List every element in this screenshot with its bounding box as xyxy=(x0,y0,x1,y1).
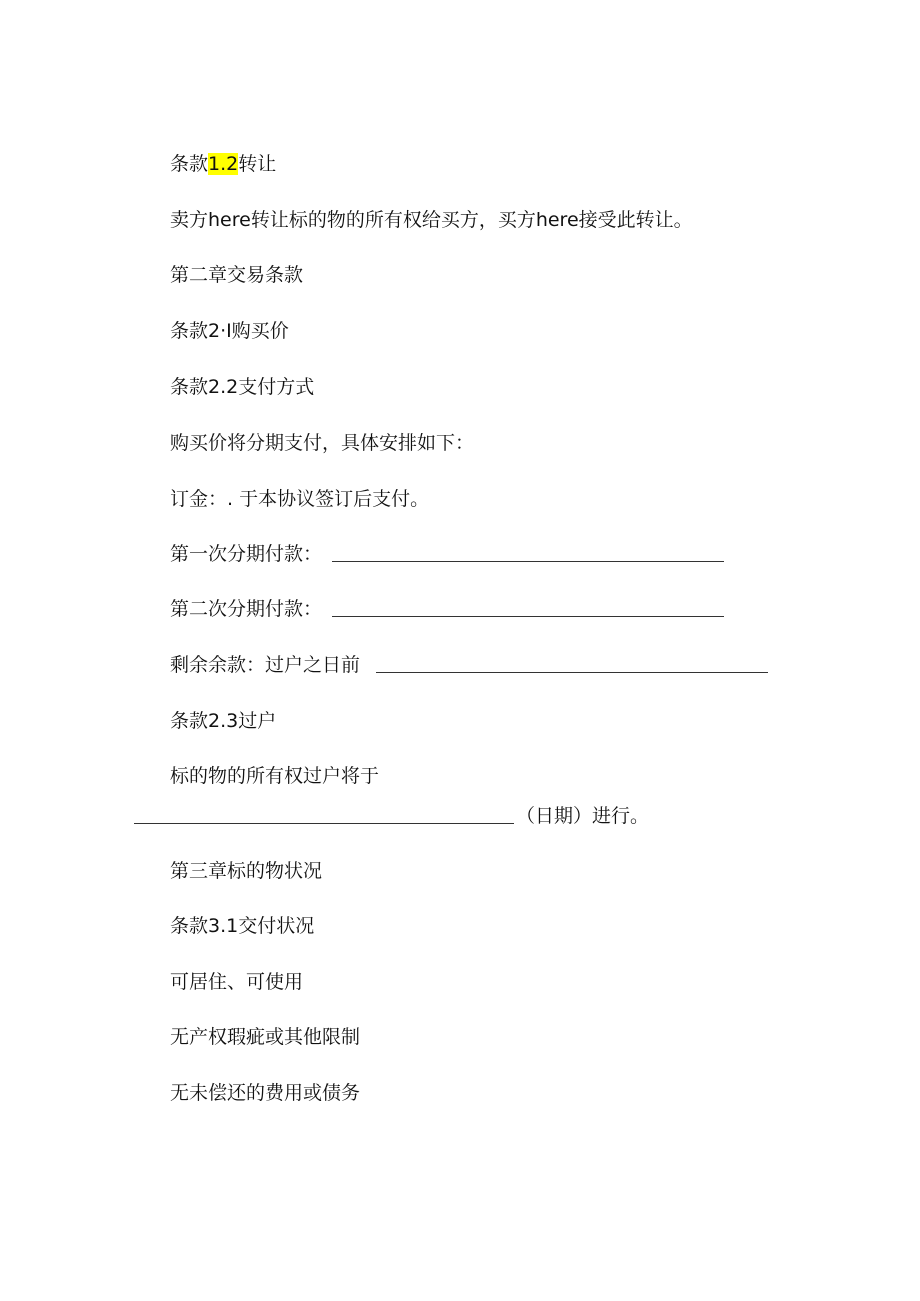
clause-2-3-heading: 条款2.3过户 xyxy=(170,710,277,732)
chapter-3-title: 第三章标的物状况 xyxy=(170,860,323,882)
clause-2-1-heading: 条款2·I购买价 xyxy=(170,320,289,342)
clause-prefix: 条款 xyxy=(170,153,209,175)
condition-item: 无未偿还的费用或债务 xyxy=(170,1082,361,1104)
installment-intro: 购买价将分期支付，具体安排如下： xyxy=(170,432,475,454)
chapter-2-title: 第二章交易条款 xyxy=(170,264,304,286)
second-installment-blank[interactable] xyxy=(332,615,724,617)
first-installment-line xyxy=(170,542,322,566)
remaining-balance-blank[interactable] xyxy=(376,671,768,673)
clause-title: 转让 xyxy=(238,153,277,175)
clause-number-highlighted: 1.2 xyxy=(208,153,239,175)
ownership-transfer-text: 标的物的所有权过户将于 xyxy=(170,765,380,787)
deposit-line: 订金：. 于本协议签订后支付。 xyxy=(170,488,430,510)
second-installment-label: 第二次分期付款： xyxy=(170,598,323,620)
transfer-paragraph: 卖方here转让标的物的所有权给买方，买方here接受此转让。 xyxy=(170,209,693,231)
clause-1-2-heading xyxy=(170,152,276,176)
transfer-date-blank[interactable] xyxy=(134,822,514,824)
first-installment-blank[interactable] xyxy=(332,560,724,562)
date-suffix: （日期）进行。 xyxy=(516,805,650,827)
condition-item: 无产权瑕疵或其他限制 xyxy=(170,1026,361,1048)
clause-3-1-heading: 条款3.1交付状况 xyxy=(170,915,315,937)
first-installment-label: 第一次分期付款： xyxy=(170,543,323,565)
remaining-balance-line xyxy=(170,653,360,677)
condition-item: 可居住、可使用 xyxy=(170,971,304,993)
clause-2-2-heading: 条款2.2支付方式 xyxy=(170,376,315,398)
remaining-balance-label: 剩余余款：过户之日前 xyxy=(170,654,361,676)
second-installment-line xyxy=(170,597,322,621)
